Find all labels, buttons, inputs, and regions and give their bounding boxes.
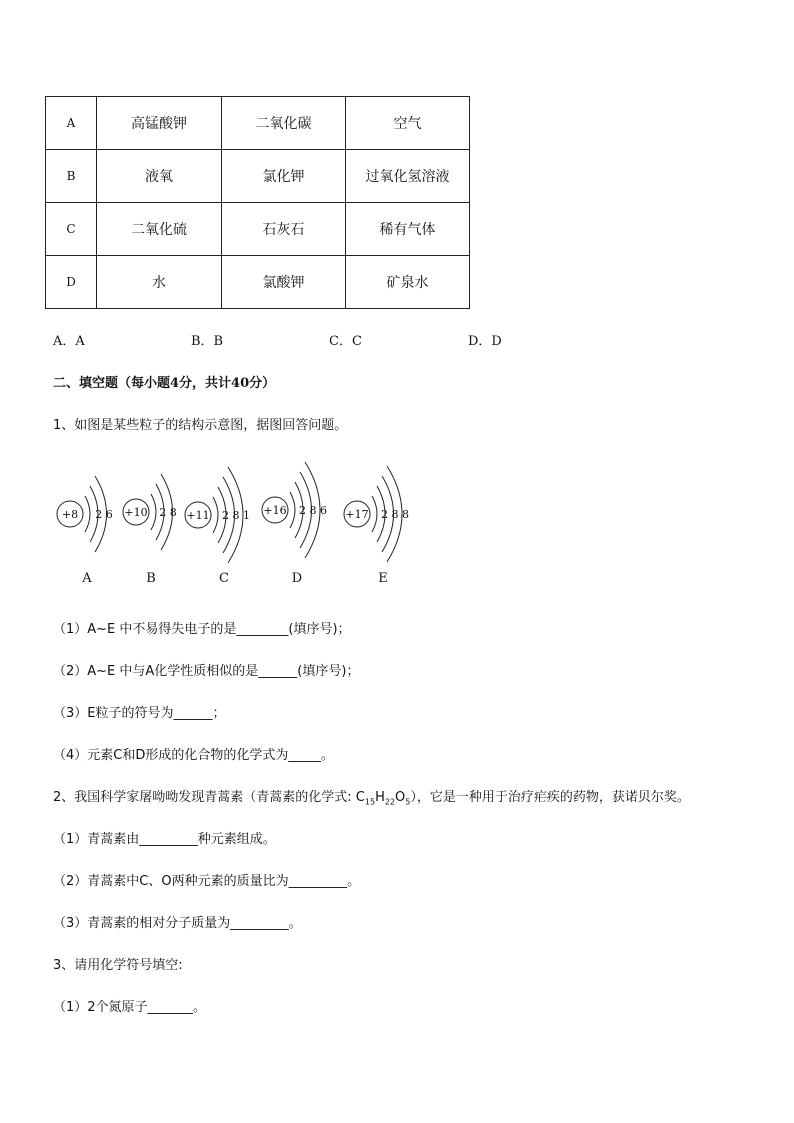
nucleus-charge: +16	[263, 504, 287, 517]
table-cell: 稀有气体	[346, 203, 470, 256]
table-cell: 二氧化碳	[222, 97, 346, 150]
option-b: B．B	[191, 334, 224, 349]
table-row	[46, 150, 470, 203]
table-cell: 过氧化氢溶液	[346, 150, 470, 203]
question-2-stem: 2、我国科学家屠呦呦发现青蒿素（青蒿素的化学式: $C_{15}H_{22}O_5$），它是一种用于治疗疟疾的药物，获诺贝尔奖。	[53, 790, 690, 807]
atomic-structure-diagram	[50, 460, 430, 590]
atom-label: A	[82, 571, 92, 586]
option-a: A．A	[53, 334, 85, 349]
table-cell: 氯酸钾	[222, 256, 346, 309]
question-1-stem: 1、如图是某些粒子的结构示意图，据图回答问题。	[53, 418, 348, 433]
table-row	[46, 203, 470, 256]
shell-electrons: 2 8 8	[381, 508, 409, 521]
table-row	[46, 97, 470, 150]
question-3-part-1: （1）2个氮原子_______。	[53, 1000, 207, 1015]
nucleus-charge: +8	[61, 508, 79, 521]
table-row	[46, 256, 470, 309]
electron-shell-arc	[290, 492, 295, 528]
shell-electrons: 2 6	[95, 508, 113, 521]
electron-shell-arc	[372, 496, 377, 532]
atom-label: D	[291, 571, 303, 586]
section-title: 二、填空题（每小题4分，共计40分）	[53, 376, 276, 391]
nucleus-charge: +10	[124, 506, 148, 519]
question-2-part-2: （2）青蒿素中C、O两种元素的质量比为_________。	[53, 874, 361, 889]
table-cell: 氯化钾	[222, 150, 346, 203]
question-1-part-3: （3）E粒子的符号为______；	[53, 706, 226, 721]
row-letter: A	[46, 97, 97, 150]
atom-label: C	[219, 571, 229, 586]
table-cell: 空气	[346, 97, 470, 150]
question-1-part-4: （4）元素C和D形成的化合物的化学式为_____。	[53, 748, 334, 763]
choice-table	[45, 96, 470, 309]
electron-shell-arc	[85, 496, 90, 532]
nucleus-charge: +17	[345, 508, 369, 521]
atom-label: B	[146, 571, 156, 586]
question-1-part-2: （2）A~E 中与A化学性质相似的是______(填序号)；	[53, 664, 360, 679]
question-3-stem: 3、请用化学符号填空:	[53, 958, 183, 973]
table-cell: 液氧	[97, 150, 222, 203]
electron-shell-arc	[213, 497, 218, 533]
table-cell: 矿泉水	[346, 256, 470, 309]
row-letter: C	[46, 203, 97, 256]
shell-electrons: 2 8 1	[222, 509, 250, 522]
table-cell: 石灰石	[222, 203, 346, 256]
nucleus-charge: +11	[186, 509, 210, 522]
table-cell: 高锰酸钾	[97, 97, 222, 150]
option-c: C．C	[329, 334, 362, 349]
question-1-part-1: （1）A~E 中不易得失电子的是________(填序号)；	[53, 622, 351, 637]
table-cell: 二氧化硫	[97, 203, 222, 256]
table-cell: 水	[97, 256, 222, 309]
option-d: D．D	[468, 334, 502, 349]
atom-label: E	[378, 571, 388, 586]
question-2-part-3: （3）青蒿素的相对分子质量为_________。	[53, 916, 302, 931]
shell-electrons: 2 8	[159, 506, 177, 519]
row-letter: B	[46, 150, 97, 203]
question-2-part-1: （1）青蒿素由_________种元素组成。	[53, 832, 276, 847]
shell-electrons: 2 8 6	[299, 504, 327, 517]
electron-shell-arc	[151, 494, 156, 530]
row-letter: D	[46, 256, 97, 309]
